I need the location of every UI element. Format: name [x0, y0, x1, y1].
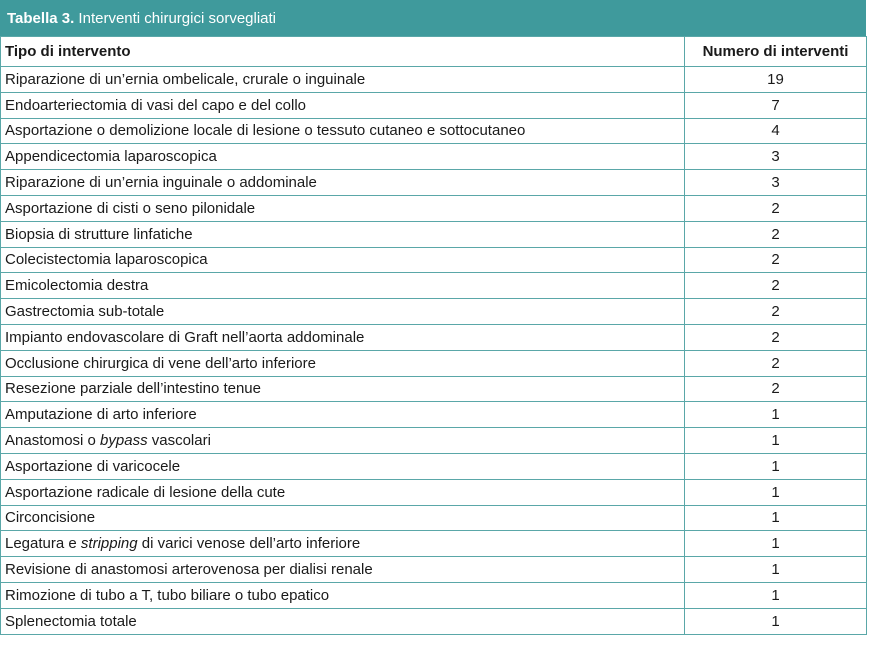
- table-row: [1, 247, 867, 273]
- count-cell: 3: [685, 144, 867, 170]
- procedure-cell: [1, 67, 685, 93]
- table-row: [1, 505, 867, 531]
- procedure-cell: [1, 273, 685, 299]
- count-cell: 1: [685, 479, 867, 505]
- table-title: [0, 0, 866, 36]
- procedure-text: Circoncisione: [5, 509, 96, 527]
- procedure-cell: [1, 170, 685, 196]
- table-row: [1, 453, 867, 479]
- table-row: [1, 557, 867, 583]
- table-row: [1, 273, 867, 299]
- procedure-cell: [1, 608, 685, 634]
- table-row: [1, 350, 867, 376]
- table-row: [1, 195, 867, 221]
- table-row: [1, 479, 867, 505]
- table-row: [1, 144, 867, 170]
- procedure-text: Impianto endovascolare di Graft nell’aorta addominale: [5, 328, 365, 346]
- count-cell: 1: [685, 453, 867, 479]
- table-row: [1, 531, 867, 557]
- procedure-text: Endoarteriectomia di vasi del capo e del collo: [5, 96, 307, 114]
- procedure-text: Biopsia di strutture linfatiche: [5, 225, 193, 243]
- count-cell: 1: [685, 608, 867, 634]
- procedure-text: Asportazione di varicocele: [5, 457, 181, 475]
- count-cell: 2: [685, 221, 867, 247]
- table-row: [1, 170, 867, 196]
- count-cell: 2: [685, 376, 867, 402]
- count-cell: 7: [685, 92, 867, 118]
- table-body: [1, 67, 867, 635]
- procedure-cell: [1, 505, 685, 531]
- table-row: [1, 582, 867, 608]
- table-title-lead: Tabella 3.: [7, 10, 75, 27]
- table-row: [1, 67, 867, 93]
- table-row: [1, 376, 867, 402]
- count-cell: 3: [685, 170, 867, 196]
- procedure-text: Rimozione di tubo a T, tubo biliare o tubo epatico: [5, 586, 330, 604]
- procedure-cell: [1, 531, 685, 557]
- header-row: [1, 37, 867, 67]
- procedure-text: Riparazione di un’ernia ombelicale, crurale o inguinale: [5, 70, 366, 88]
- procedure-cell: [1, 144, 685, 170]
- procedure-text: Occlusione chirurgica di vene dell’arto inferiore: [5, 354, 316, 372]
- count-cell: 1: [685, 505, 867, 531]
- data-table: [0, 36, 867, 635]
- procedure-text: Appendicectomia laparoscopica: [5, 148, 217, 166]
- count-cell: 1: [685, 582, 867, 608]
- procedure-cell: [1, 350, 685, 376]
- procedure-text: Amputazione di arto inferiore: [5, 406, 197, 424]
- count-cell: 2: [685, 299, 867, 325]
- procedure-text: Gastrectomia sub-totale: [5, 303, 165, 321]
- procedure-text-italic: stripping: [80, 535, 138, 553]
- procedure-text: Asportazione di cisti o seno pilonidale: [5, 199, 256, 217]
- procedure-cell: [1, 118, 685, 144]
- procedure-cell: [1, 582, 685, 608]
- procedure-cell: [1, 479, 685, 505]
- procedure-text-suffix: vascolari: [147, 432, 211, 450]
- procedure-text: Resezione parziale dell’intestino tenue: [5, 380, 261, 398]
- procedure-text: Emicolectomia destra: [5, 277, 149, 295]
- count-cell: 2: [685, 247, 867, 273]
- count-cell: 1: [685, 428, 867, 454]
- table-row: [1, 324, 867, 350]
- procedure-text: Riparazione di un’ernia inguinale o addominale: [5, 174, 317, 192]
- table-title-text: Interventi chirurgici sorvegliati: [74, 10, 277, 27]
- procedure-cell: [1, 324, 685, 350]
- procedure-cell: [1, 221, 685, 247]
- procedure-text: Asportazione radicale di lesione della cute: [5, 483, 286, 501]
- count-cell: 2: [685, 195, 867, 221]
- count-cell: 1: [685, 557, 867, 583]
- table-row: [1, 299, 867, 325]
- column-header-count: Numero di interventi: [685, 37, 867, 67]
- procedure-cell: [1, 557, 685, 583]
- procedure-text-suffix: di varici venose dell’arto inferiore: [137, 535, 361, 553]
- table-row: [1, 92, 867, 118]
- procedure-text: Anastomosi o: [5, 432, 101, 450]
- procedure-text: Revisione di anastomosi arterovenosa per dialisi renale: [5, 561, 373, 579]
- procedure-cell: [1, 92, 685, 118]
- procedure-cell: [1, 376, 685, 402]
- count-cell: 2: [685, 273, 867, 299]
- procedure-cell: [1, 428, 685, 454]
- procedure-text: Splenectomia totale: [5, 612, 137, 630]
- count-cell: 2: [685, 324, 867, 350]
- table-row: [1, 428, 867, 454]
- count-cell: 2: [685, 350, 867, 376]
- count-cell: 1: [685, 531, 867, 557]
- count-cell: 19: [685, 67, 867, 93]
- column-header-type: Tipo di intervento: [1, 37, 685, 67]
- procedure-text-italic: bypass: [100, 432, 148, 450]
- procedure-cell: [1, 402, 685, 428]
- procedure-cell: [1, 299, 685, 325]
- procedure-text: Asportazione o demolizione locale di lesione o tessuto cutaneo e sottocutaneo: [5, 122, 526, 140]
- procedure-cell: [1, 247, 685, 273]
- table-row: [1, 608, 867, 634]
- table-row: [1, 221, 867, 247]
- procedure-cell: [1, 195, 685, 221]
- count-cell: 4: [685, 118, 867, 144]
- table-row: [1, 402, 867, 428]
- procedure-text: Legatura e: [5, 535, 81, 553]
- table-row: [1, 118, 867, 144]
- procedure-cell: [1, 453, 685, 479]
- count-cell: 1: [685, 402, 867, 428]
- procedure-text: Colecistectomia laparoscopica: [5, 251, 208, 269]
